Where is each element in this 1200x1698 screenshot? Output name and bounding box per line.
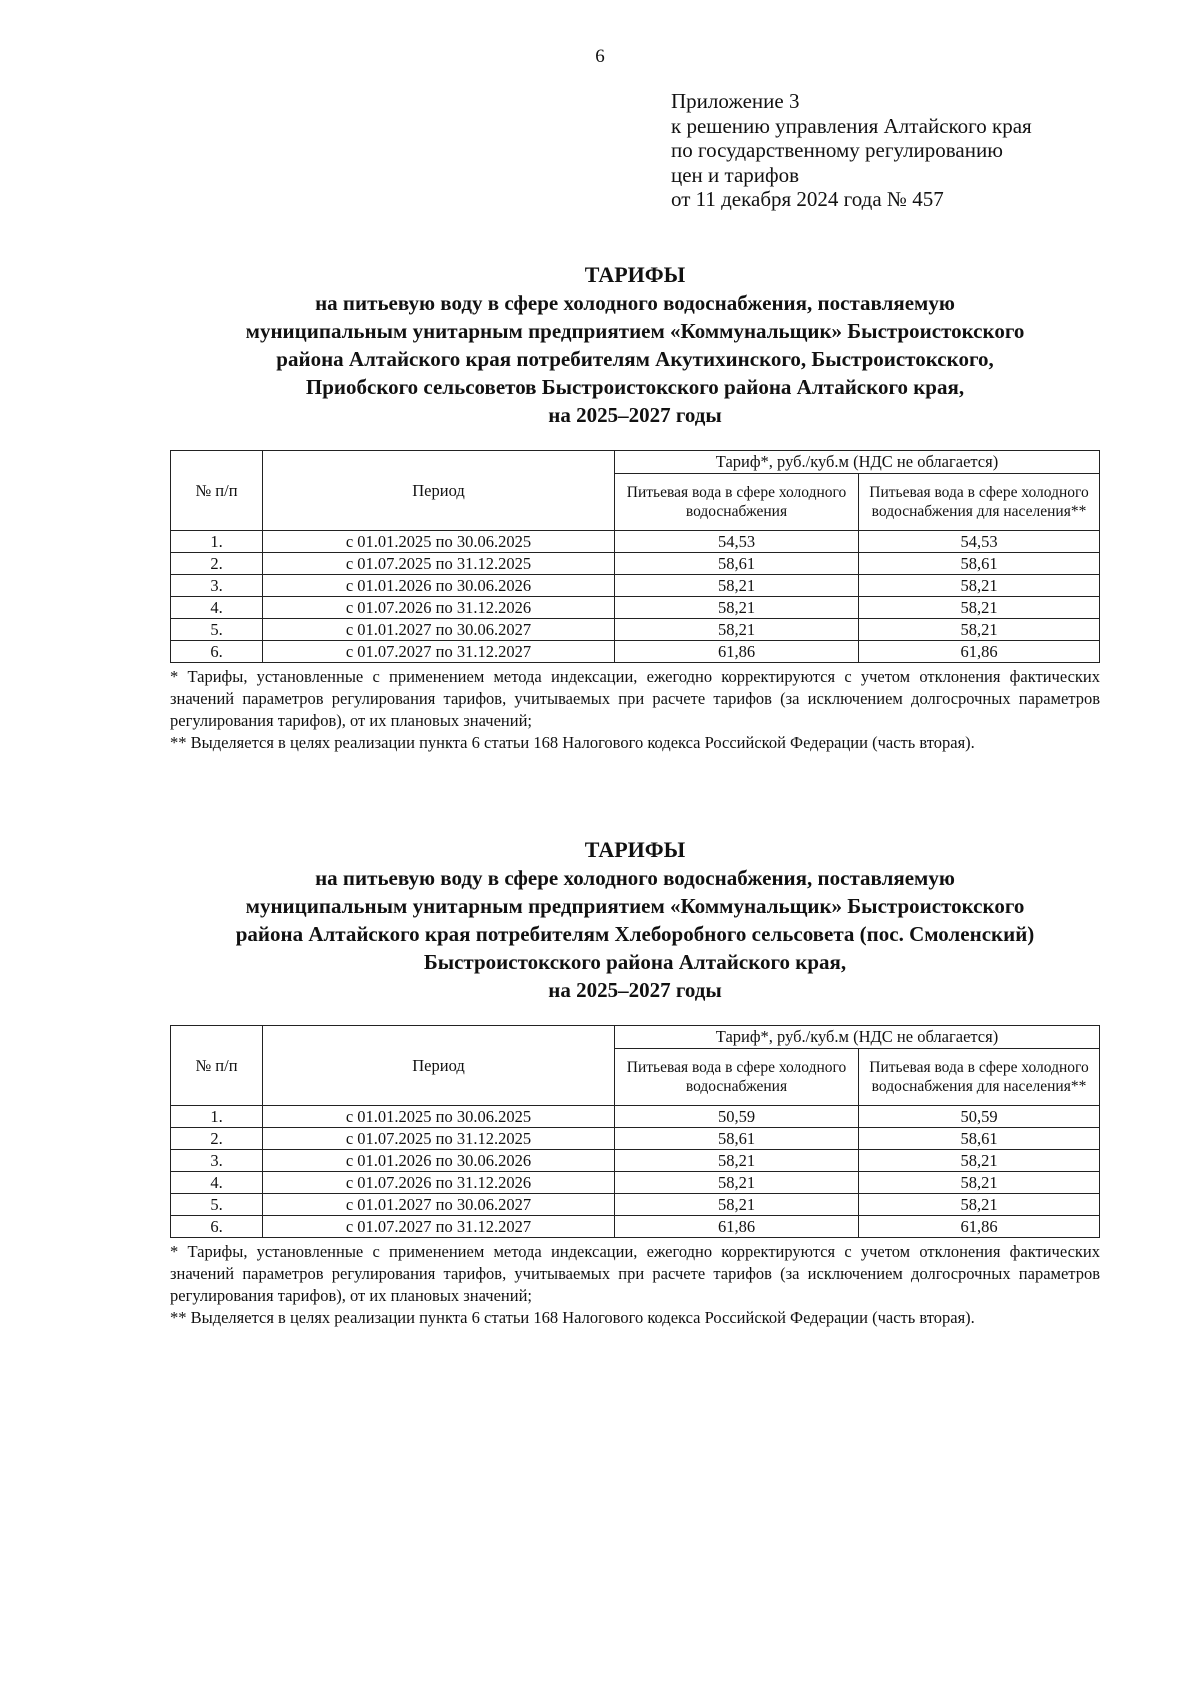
appendix-block [671, 89, 1032, 212]
header-period: Период [263, 451, 615, 531]
table-row [171, 1194, 1100, 1216]
cell-water: 50,59 [615, 1106, 859, 1128]
header-period: Период [263, 1026, 615, 1106]
cell-population: 58,21 [859, 1172, 1100, 1194]
table-row [171, 597, 1100, 619]
cell-num: 4. [171, 597, 263, 619]
cell-water: 58,21 [615, 619, 859, 641]
cell-period: с 01.07.2026 по 31.12.2026 [263, 1172, 615, 1194]
section-title-line: на 2025–2027 годы [548, 978, 722, 1002]
cell-water: 58,21 [615, 1194, 859, 1216]
cell-population: 61,86 [859, 641, 1100, 663]
section-heading: ТАРИФЫ [584, 262, 686, 287]
section-title-line: района Алтайского края потребителям Хлеборобного сельсовета (пос. Смоленский) [235, 922, 1035, 946]
header-num: № п/п [171, 451, 263, 531]
tariff-section-2 [170, 836, 1100, 1329]
cell-period: с 01.07.2027 по 31.12.2027 [263, 1216, 615, 1238]
cell-period: с 01.07.2025 по 31.12.2025 [263, 553, 615, 575]
header-num: № п/п [171, 1026, 263, 1106]
section-title-line: района Алтайского края потребителям Акутихинского, Быстроистокского, [276, 347, 994, 371]
cell-population: 58,21 [859, 597, 1100, 619]
cell-period: с 01.01.2025 по 30.06.2025 [263, 531, 615, 553]
cell-population: 61,86 [859, 1216, 1100, 1238]
cell-population: 58,61 [859, 553, 1100, 575]
table-row [171, 641, 1100, 663]
section-title-line: на питьевую воду в сфере холодного водоснабжения, поставляемую [315, 291, 955, 315]
section-heading: ТАРИФЫ [584, 837, 686, 862]
cell-period: с 01.01.2025 по 30.06.2025 [263, 1106, 615, 1128]
cell-water: 61,86 [615, 641, 859, 663]
cell-num: 1. [171, 1106, 263, 1128]
footnote-vat: ** Выделяется в целях реализации пункта 6 статьи 168 Налогового кодекса Российской Федерации (часть вторая). [170, 733, 975, 752]
cell-num: 5. [171, 619, 263, 641]
cell-num: 3. [171, 1150, 263, 1172]
appendix-line: цен и тарифов [671, 162, 800, 187]
footnote-vat: ** Выделяется в целях реализации пункта 6 статьи 168 Налогового кодекса Российской Федерации (часть вторая). [170, 1308, 975, 1327]
section-title-line: на 2025–2027 годы [548, 403, 722, 427]
cell-period: с 01.07.2027 по 31.12.2027 [263, 641, 615, 663]
cell-water: 58,21 [615, 575, 859, 597]
cell-population: 58,21 [859, 575, 1100, 597]
cell-water: 58,61 [615, 553, 859, 575]
cell-water: 61,86 [615, 1216, 859, 1238]
page-number: 6 [595, 46, 605, 67]
cell-num: 1. [171, 531, 263, 553]
cell-water: 58,21 [615, 1150, 859, 1172]
cell-period: с 01.01.2027 по 30.06.2027 [263, 1194, 615, 1216]
footnote-indexation: * Тарифы, установленные с применением метода индексации, ежегодно корректируются с учетом отклонения фактических значений параметров регулирования тарифов, учитываемых при расчете тарифов (за исключением долгосрочных параметров регулирования тарифов), от их плановых значений; [170, 1242, 1100, 1305]
section-title-line: Приобского сельсоветов Быстроистокского района Алтайского края, [305, 375, 965, 399]
cell-water: 58,21 [615, 1172, 859, 1194]
table-row [171, 531, 1100, 553]
footnotes [170, 666, 1100, 754]
section-title-line: Быстроистокского района Алтайского края, [423, 950, 847, 974]
table-row [171, 1150, 1100, 1172]
cell-num: 6. [171, 1216, 263, 1238]
appendix-line: Приложение 3 [671, 89, 800, 113]
cell-num: 4. [171, 1172, 263, 1194]
table-row [171, 575, 1100, 597]
cell-population: 58,21 [859, 1150, 1100, 1172]
header-tariff-group: Тариф*, руб./куб.м (НДС не облагается) [615, 1026, 1100, 1049]
header-tariff-group: Тариф*, руб./куб.м (НДС не облагается) [615, 451, 1100, 474]
cell-water: 58,21 [615, 597, 859, 619]
cell-water: 58,61 [615, 1128, 859, 1150]
footnotes [170, 1241, 1100, 1329]
cell-population: 50,59 [859, 1106, 1100, 1128]
cell-population: 54,53 [859, 531, 1100, 553]
cell-period: с 01.07.2025 по 31.12.2025 [263, 1128, 615, 1150]
table-row [171, 553, 1100, 575]
header-water: Питьевая вода в сфере холодного водоснабжения [615, 474, 859, 531]
table-row [171, 1172, 1100, 1194]
cell-period: с 01.01.2026 по 30.06.2026 [263, 1150, 615, 1172]
cell-num: 2. [171, 553, 263, 575]
header-population: Питьевая вода в сфере холодного водоснабжения для населения** [859, 474, 1100, 531]
cell-population: 58,21 [859, 1194, 1100, 1216]
tariff-section-1 [170, 261, 1100, 754]
cell-num: 6. [171, 641, 263, 663]
cell-num: 5. [171, 1194, 263, 1216]
appendix-line: по государственному регулированию [671, 138, 1003, 162]
cell-num: 2. [171, 1128, 263, 1150]
cell-num: 3. [171, 575, 263, 597]
cell-population: 58,61 [859, 1128, 1100, 1150]
appendix-line: от 11 декабря 2024 года № 457 [671, 187, 944, 211]
footnote-indexation: * Тарифы, установленные с применением метода индексации, ежегодно корректируются с учетом отклонения фактических значений параметров регулирования тарифов, учитываемых при расчете тарифов (за исключением долгосрочных параметров регулирования тарифов), от их плановых значений; [170, 667, 1100, 730]
section-title [170, 836, 1100, 1004]
table-row [171, 1106, 1100, 1128]
appendix-line: к решению управления Алтайского края [671, 113, 1032, 138]
section-title [170, 261, 1100, 429]
table-row [171, 619, 1100, 641]
section-title-line: муниципальным унитарным предприятием «Коммунальщик» Быстроистокского [245, 319, 1025, 343]
cell-period: с 01.01.2026 по 30.06.2026 [263, 575, 615, 597]
tariff-table [170, 450, 1100, 663]
cell-water: 54,53 [615, 531, 859, 553]
section-title-line: на питьевую воду в сфере холодного водоснабжения, поставляемую [315, 866, 955, 890]
section-title-line: муниципальным унитарным предприятием «Коммунальщик» Быстроистокского [245, 894, 1025, 918]
header-population: Питьевая вода в сфере холодного водоснабжения для населения** [859, 1049, 1100, 1106]
cell-period: с 01.07.2026 по 31.12.2026 [263, 597, 615, 619]
table-row [171, 1216, 1100, 1238]
header-water: Питьевая вода в сфере холодного водоснабжения [615, 1049, 859, 1106]
cell-period: с 01.01.2027 по 30.06.2027 [263, 619, 615, 641]
table-row [171, 1128, 1100, 1150]
tariff-table [170, 1025, 1100, 1238]
cell-population: 58,21 [859, 619, 1100, 641]
